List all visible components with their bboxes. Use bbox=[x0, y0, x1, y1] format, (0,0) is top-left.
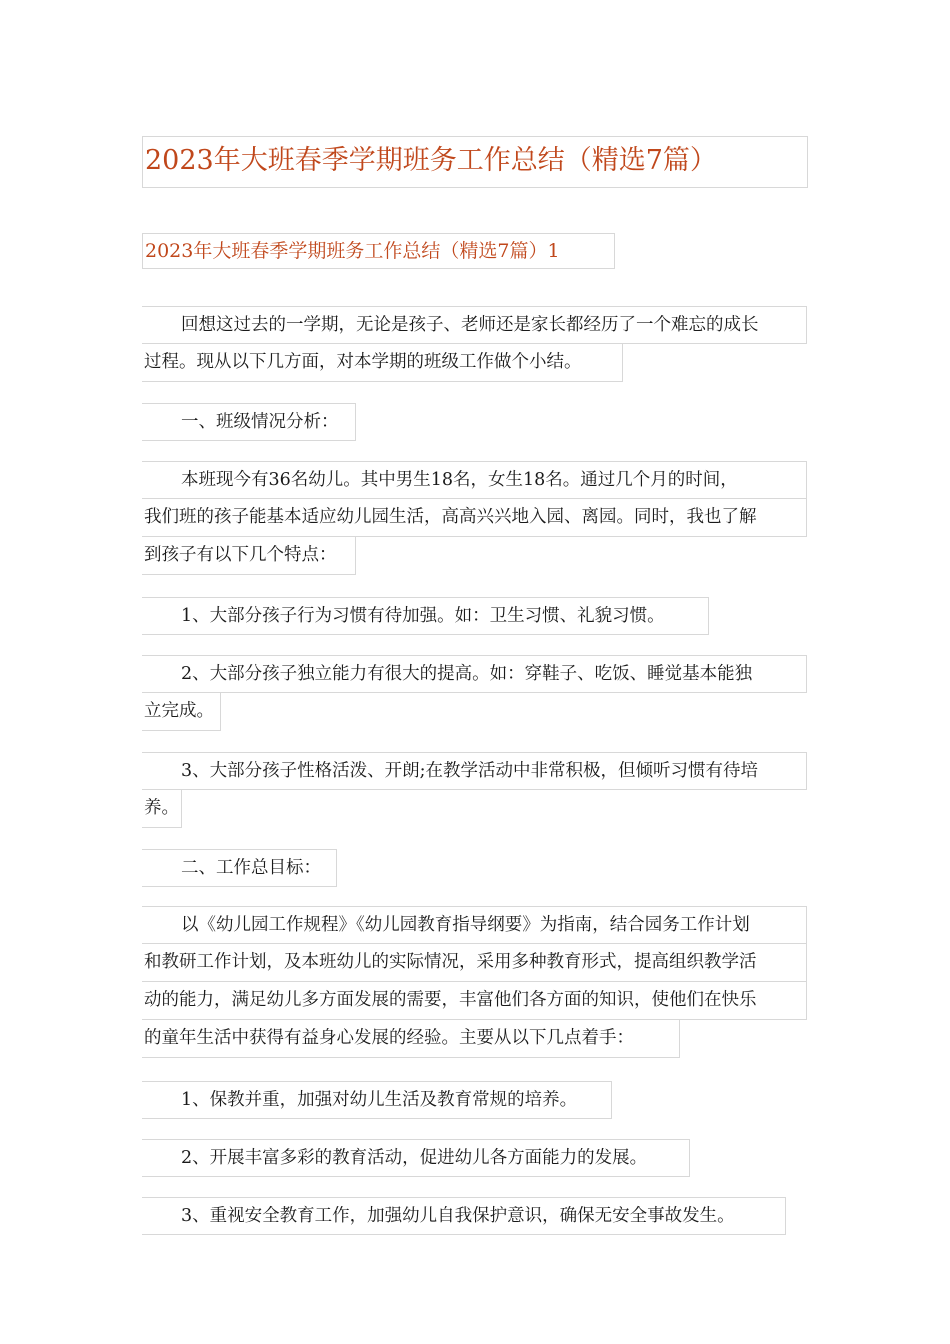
text-line: 养。 bbox=[142, 790, 182, 828]
heading-class-analysis bbox=[142, 403, 356, 441]
text-line: 本班现今有36名幼儿。其中男生18名，女生18名。通过几个月的时间， bbox=[142, 461, 807, 499]
text-line: 以《幼儿园工作规程》《幼儿园教育指导纲要》为指南，结合园务工作计划 bbox=[142, 906, 807, 944]
text-line: 过程。现从以下几方面，对本学期的班级工作做个小结。 bbox=[142, 344, 623, 382]
section-title: 2023年大班春季学期班务工作总结（精选7篇）1 bbox=[142, 233, 615, 269]
goal-2 bbox=[142, 1139, 690, 1177]
goals-paragraph bbox=[142, 906, 807, 1058]
text-line: 的童年生活中获得有益身心发展的经验。主要从以下几点着手： bbox=[142, 1020, 680, 1058]
heading-work-goals bbox=[142, 849, 337, 887]
point-3 bbox=[142, 752, 807, 828]
text-line: 动的能力，满足幼儿多方面发展的需要，丰富他们各方面的知识，使他们在快乐 bbox=[142, 982, 807, 1020]
analysis-paragraph bbox=[142, 461, 807, 575]
goal-1 bbox=[142, 1081, 612, 1119]
heading-text: 一、班级情况分析： bbox=[142, 403, 356, 441]
text-line: 我们班的孩子能基本适应幼儿园生活，高高兴兴地入园、离园。同时，我也了解 bbox=[142, 499, 807, 537]
goal-3 bbox=[142, 1197, 786, 1235]
text-line: 3、大部分孩子性格活泼、开朗;在教学活动中非常积极，但倾听习惯有待培 bbox=[142, 752, 807, 790]
document-title: 2023年大班春季学期班务工作总结（精选7篇） bbox=[142, 136, 808, 188]
intro-paragraph bbox=[142, 306, 807, 382]
point-2 bbox=[142, 655, 807, 731]
text-line: 1、大部分孩子行为习惯有待加强。如：卫生习惯、礼貌习惯。 bbox=[142, 597, 709, 635]
text-line: 1、保教并重，加强对幼儿生活及教育常规的培养。 bbox=[142, 1081, 612, 1119]
text-line: 和教研工作计划，及本班幼儿的实际情况，采用多种教育形式，提高组织教学活 bbox=[142, 944, 807, 982]
text-line: 2、大部分孩子独立能力有很大的提高。如：穿鞋子、吃饭、睡觉基本能独 bbox=[142, 655, 807, 693]
point-1 bbox=[142, 597, 709, 635]
text-line: 3、重视安全教育工作，加强幼儿自我保护意识，确保无安全事故发生。 bbox=[142, 1197, 786, 1235]
text-line: 2、开展丰富多彩的教育活动，促进幼儿各方面能力的发展。 bbox=[142, 1139, 690, 1177]
heading-text: 二、工作总目标： bbox=[142, 849, 337, 887]
text-line: 到孩子有以下几个特点： bbox=[142, 537, 356, 575]
text-line: 立完成。 bbox=[142, 693, 221, 731]
text-line: 回想这过去的一学期，无论是孩子、老师还是家长都经历了一个难忘的成长 bbox=[142, 306, 807, 344]
